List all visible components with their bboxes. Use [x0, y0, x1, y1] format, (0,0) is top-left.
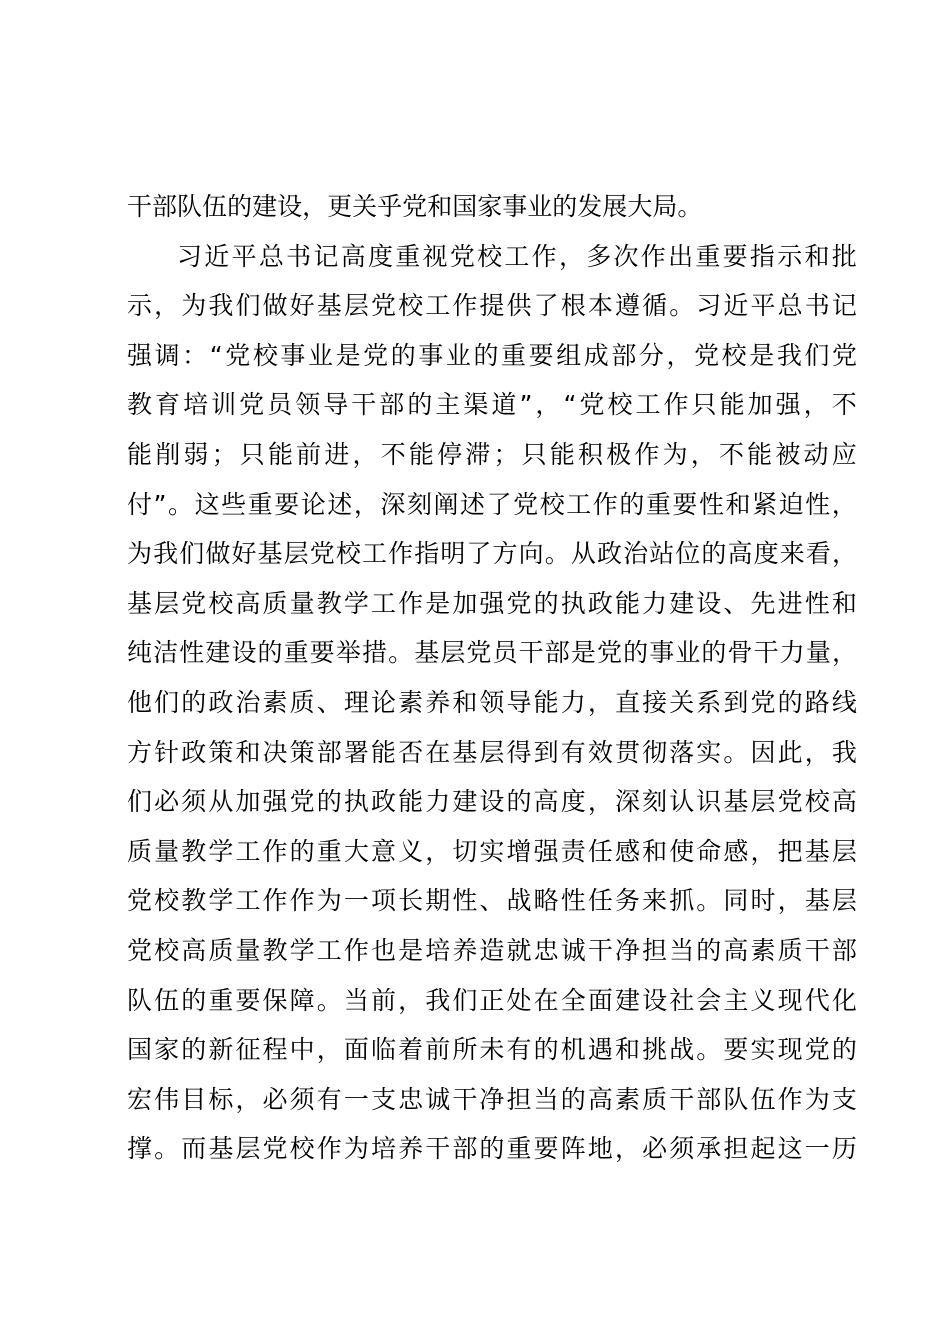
text-line: 习 近 平 总 书 记 高 度 重 视 党 校 工 作 ， 多 次 作 出 重 要 指 示 和 批 — [177, 241, 857, 271]
text-line: 教 育 培 训 党 员 领 导 干 部 的 主 渠 道 ” ， “ 党 校 工 作 只 能 加 强 ， 不 — [127, 390, 857, 420]
text-line: 队 伍 的 重 要 保 障 。 当 前 ， 我 们 正 处 在 全 面 建 设 社 会 主 义 现 代 化 — [127, 985, 857, 1015]
text-line: 宏 伟 目 标 ， 必 须 有 一 支 忠 诚 干 净 担 当 的 高 素 质 干 部 队 伍 作 为 支 — [127, 1084, 857, 1114]
text-line: 强 调 ： “ 党 校 事 业 是 党 的 事 业 的 重 要 组 成 部 分 ， 党 校 是 我 们 党 — [127, 340, 857, 370]
text-line: 党 校 高 质 量 教 学 工 作 也 是 培 养 造 就 忠 诚 干 净 担 当 的 高 素 质 干 部 — [127, 935, 857, 965]
text-line: 干 部 队 伍 的 建 设 ， 更 关 乎 党 和 国 家 事 业 的 发 展 大 局 。 — [127, 192, 703, 221]
text-line: 党 校 教 学 工 作 作 为 一 项 长 期 性 、 战 略 性 任 务 来 抓 。 同 时 ， 基 层 — [127, 886, 857, 916]
text-line: 方 针 政 策 和 决 策 部 署 能 否 在 基 层 得 到 有 效 贯 彻 落 实 。 因 此 ， 我 — [127, 737, 857, 767]
text-line: 基 层 党 校 高 质 量 教 学 工 作 是 加 强 党 的 执 政 能 力 建 设 、 先 进 性 和 — [127, 588, 857, 618]
text-line: 们 必 须 从 加 强 党 的 执 政 能 力 建 设 的 高 度 ， 深 刻 认 识 基 层 党 校 高 — [127, 787, 857, 817]
text-line: 为 我 们 做 好 基 层 党 校 工 作 指 明 了 方 向 。 从 政 治 站 位 的 高 度 来 看 ， — [127, 539, 857, 569]
text-line: 纯 洁 性 建 设 的 重 要 举 措 。 基 层 党 员 干 部 是 党 的 事 业 的 骨 干 力 量 ， — [127, 638, 857, 668]
text-line: 他 们 的 政 治 素 质 、 理 论 素 养 和 领 导 能 力 ， 直 接 关 系 到 党 的 路 线 — [127, 687, 857, 717]
body-text — [127, 182, 857, 1174]
text-line: 付 ” 。 这 些 重 要 论 述 ， 深 刻 阐 述 了 党 校 工 作 的 重 要 性 和 紧 迫 性 ， — [127, 489, 857, 519]
text-line: 示 ， 为 我 们 做 好 基 层 党 校 工 作 提 供 了 根 本 遵 循 。 习 近 平 总 书 记 — [127, 291, 857, 321]
text-line: 质 量 教 学 工 作 的 重 大 意 义 ， 切 实 增 强 责 任 感 和 使 命 感 ， 把 基 层 — [127, 836, 857, 866]
text-line: 国 家 的 新 征 程 中 ， 面 临 着 前 所 未 有 的 机 遇 和 挑 战 。 要 实 现 党 的 — [127, 1035, 857, 1065]
text-line: 能 削 弱 ； 只 能 前 进 ， 不 能 停 滞 ； 只 能 积 极 作 为 ， 不 能 被 动 应 — [127, 439, 857, 469]
text-line: 撑 。 而 基 层 党 校 作 为 培 养 干 部 的 重 要 阵 地 ， 必 须 承 担 起 这 一 历 — [127, 1134, 857, 1164]
